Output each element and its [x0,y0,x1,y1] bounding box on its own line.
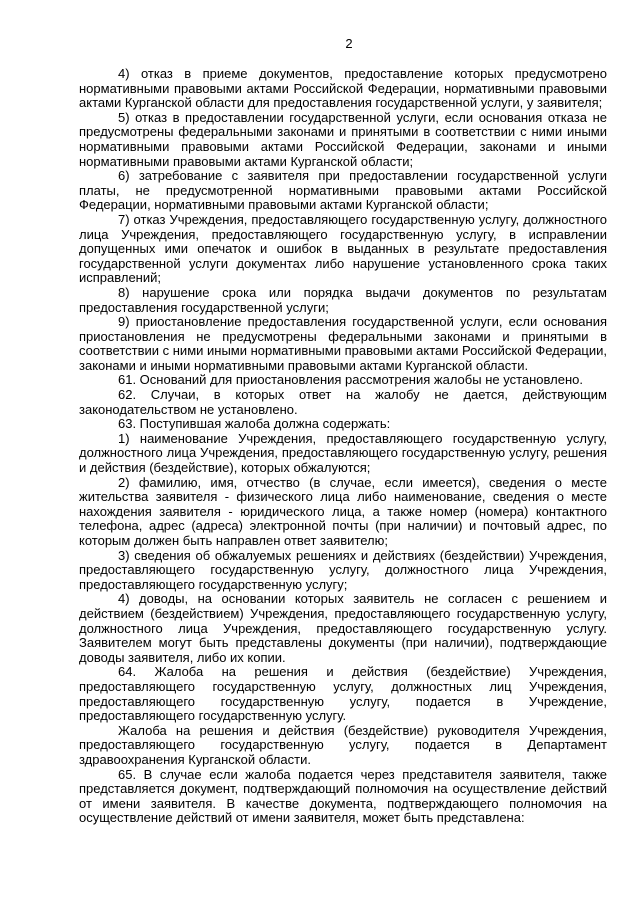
paragraph-63-item-4-arguments: 4) доводы, на основании которых заявитель не согласен с решением и действием (бездействием) Учреждения, предоставляющего государственную услугу, должностного лица Учреждения, предоставляющего государственную услугу. Заявителем могут быть представлены документы (при наличии), подтверждающие доводы заявителя, либо их копии. [79,591,607,665]
paragraph-63-item-1-institution-name: 1) наименование Учреждения, предоставляющего государственную услугу, должностного лица Учреждения, предоставляющего государственную услугу, решения и действия (бездействие), которых обжалуются; [79,430,607,476]
paragraph-63-item-3-appealed-decisions: 3) сведения об обжалуемых решениях и действиях (бездействии) Учреждения, предоставляющего государственную услугу, должностного лица Учреждения, предоставляющего государственную услугу; [79,547,607,592]
paragraph-item-9-suspension-of-service: 9) приостановление предоставления государственной услуги, если основания приостановления не предусмотрены федеральными законами и принятыми в соответствии с ними иными нормативными правовыми актами Российской Федерации, законами и иными нормативными правовыми актами Курганской области. [79,314,608,373]
paragraph-64-where-complaint-is-filed: 64. Жалоба на решения и действия (бездействие) Учреждения, предоставляющего государственную услугу, должностных лиц Учреждения, предоставляющего государственную услугу, подается в Учреждение, предоставляющего государственную услугу. [79,664,607,724]
page-number: 2 [345,36,353,51]
paragraph-62-no-response-cases: 62. Случаи, в которых ответ на жалобу не дается, действующим законодательством не установлено. [79,387,607,417]
paragraph-item-6-demand-for-payment: 6) затребование с заявителя при предоставлении государственной услуги платы, не предусмотренной нормативными правовыми актами Российской Федерации, нормативными правовыми актами Курганской области; [79,168,607,213]
paragraph-63-complaint-contents: 63. Поступившая жалоба должна содержать: [118,416,391,432]
paragraph-61-no-suspension-grounds: 61. Оснований для приостановления рассмотрения жалобы не установлено. [118,372,583,388]
paragraph-65-representative-authority: 65. В случае если жалоба подается через представителя заявителя, также представляется документ, подтверждающий полномочия на осуществление действий от имени заявителя. В качестве документа, подтверждающего полномочия на осуществление действий от имени заявителя, может быть представлена: [79,766,607,826]
paragraph-item-8-violation-of-issuance-terms: 8) нарушение срока или порядка выдачи документов по результатам предоставления государственной услуги; [79,284,607,315]
paragraph-64-complaint-against-head: Жалоба на решения и действия (бездействие) руководителя Учреждения, предоставляющего государственную услугу, подается в Департамент здравоохранения Курганской области. [79,722,607,767]
paragraph-item-5-refusal-to-provide-service: 5) отказ в предоставлении государственной услуги, если основания отказа не предусмотрены федеральными законами и принятыми в соответствии с ними иными нормативными правовыми актами Российской Федерации, законами и иными нормативными правовыми актами Курганской области; [79,109,607,169]
document-page [79,36,607,826]
paragraph-item-4-refusal-to-accept-documents: 4) отказ в приеме документов, предоставление которых предусмотрено нормативными правовыми актами Российской Федерации, нормативными правовыми актами Курганской области для предоставления государственной услуги, у заявителя; [79,66,607,111]
paragraph-63-item-2-applicant-details: 2) фамилию, имя, отчество (в случае, если имеется), сведения о месте жительства заявителя - физического лица либо наименование, сведения о месте нахождения заявителя - юридического лица, а также номер (номера) контактного телефона, адрес (адреса) электронной почты (при наличии) и почтовый адрес, по которым должен быть направлен ответ заявителю; [79,474,607,548]
paragraph-item-7-refusal-to-correct-errors: 7) отказ Учреждения, предоставляющего государственную услугу, должностного лица Учреждения, предоставляющего государственную услугу, в исправлении допущенных ими опечаток и ошибок в выданных в результате предоставления государственной услуги документах либо нарушение установленного срока таких исправлений; [79,211,607,286]
